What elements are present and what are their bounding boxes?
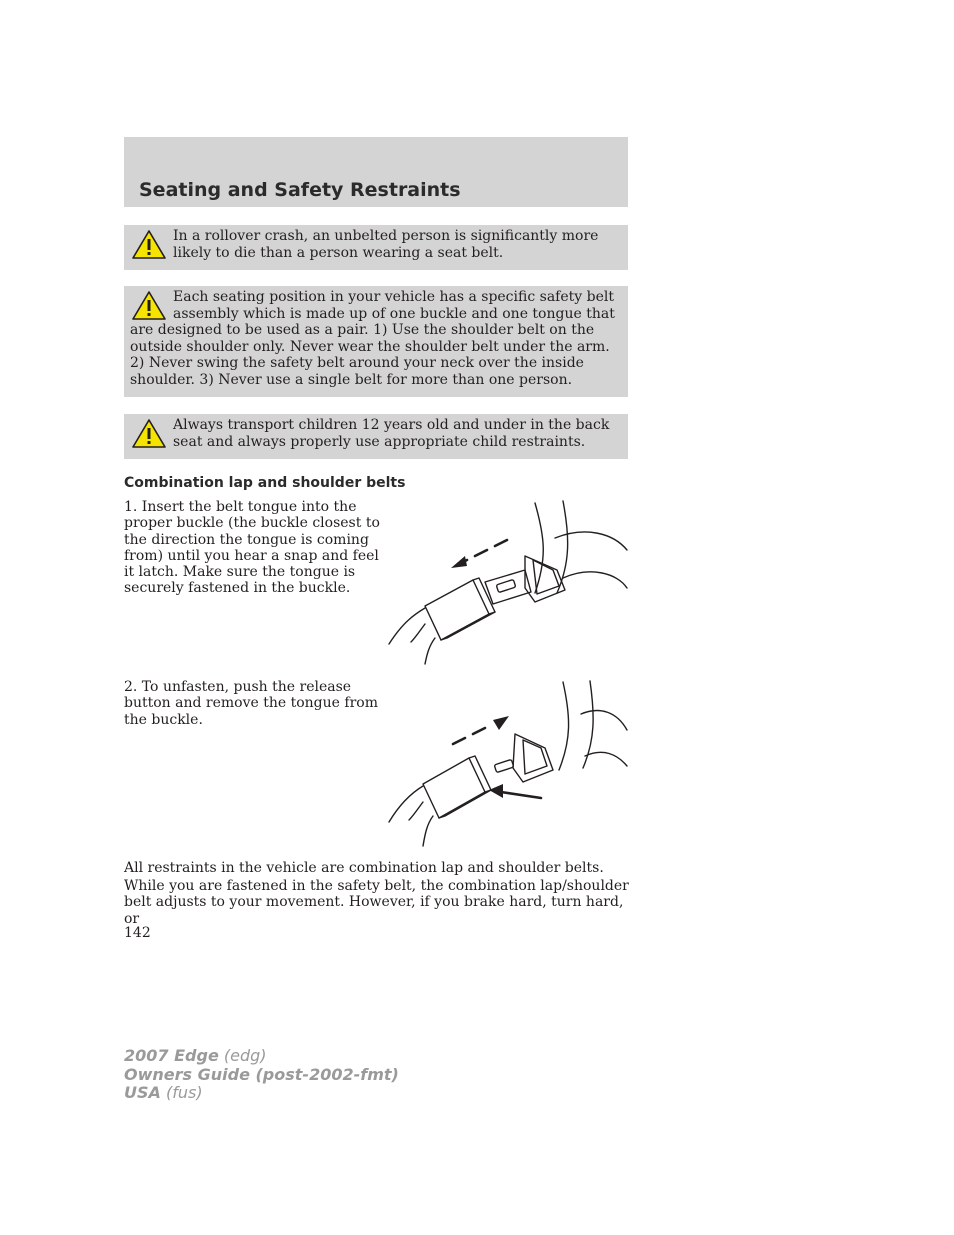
warning-box-rollover [124,225,628,270]
warning-triangle-icon [130,289,168,322]
warning-triangle-icon [130,228,168,261]
warning-triangle-icon [130,417,168,450]
body-paragraph: All restraints in the vehicle are combination lap and shoulder belts. [124,860,604,876]
section-heading: Combination lap and shoulder belts [124,475,406,491]
page-title: Seating and Safety Restraints [139,179,461,201]
warning-box-belt-assembly [124,286,628,397]
warning-text: Always transport children 12 years old and under in the back seat and always properly use appropriate child restraints. [173,417,610,450]
header-band [124,137,628,207]
page-number: 142 [124,925,151,941]
footer-line-model: 2007 Edge (edg) [124,1046,267,1065]
body-paragraph: While you are fastened in the safety belt, the combination lap/shoulder belt adjusts to your movement. However, if you brake hard, turn hard, or [124,878,629,927]
warning-text: In a rollover crash, an unbelted person is significantly more likely to die than a person wearing a seat belt. [173,228,599,261]
warning-box-children [124,414,628,459]
step-unfasten: 2. To unfasten, push the release button and remove the tongue from the buckle. [124,679,378,728]
seat-belt-fasten-illustration [385,498,630,668]
document-footer [124,1047,399,1103]
footer-line-guide: Owners Guide (post-2002-fmt) [124,1064,399,1084]
footer-line-market: USA (fus) [124,1083,203,1102]
step-fasten: 1. Insert the belt tongue into the proper buckle (the buckle closest to the direction the tongue is coming from) until you hear a snap and feel it latch. Make sure the tongue is securely fastened in the buckle. [124,499,380,597]
warning-text: Each seating position in your vehicle has a specific safety belt assembly which is made up of one buckle and one tongue that are designed to be used as a pair. 1) Use the shoulder belt on the outside shoulder only. Never wear the shoulder belt under the arm. 2) Never swing the safety belt around your neck over the inside shoulder. 3) Never use a single belt for more than one person. [130,289,615,388]
seat-belt-unfasten-illustration [385,678,630,850]
